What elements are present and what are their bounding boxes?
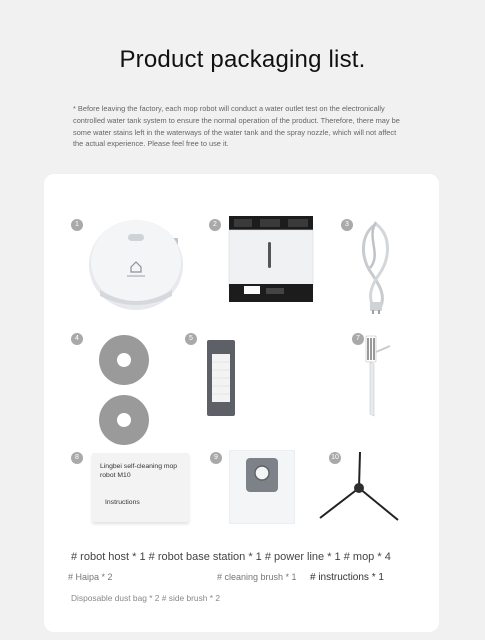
cleaning-brush-icon	[360, 332, 396, 418]
item-badge-7: 7	[352, 333, 364, 345]
item-badge-5: 5	[185, 333, 197, 345]
manual-title: Lingbei self-cleaning mop robot M10	[100, 463, 178, 479]
item-badge-10: 10	[329, 452, 341, 464]
item-badge-4: 4	[71, 333, 83, 345]
item-badge-2: 2	[209, 219, 221, 231]
item-badge-9: 9	[210, 452, 222, 464]
packing-list-haipa: # Haipa * 2	[68, 572, 113, 582]
power-cord-icon	[352, 218, 400, 314]
packing-list-line-3: Disposable dust bag * 2 # side brush * 2	[71, 593, 220, 603]
item-badge-1: 1	[71, 219, 83, 231]
base-station-icon	[226, 216, 318, 304]
manual-icon	[92, 453, 189, 522]
packing-list-instructions: # instructions * 1	[310, 572, 384, 583]
packing-list-line-1: # robot host * 1 # robot base station * 1 # power line * 1 # mop * 4	[71, 551, 391, 563]
item-badge-8: 8	[71, 452, 83, 464]
robot-host-icon	[84, 212, 189, 312]
manual-subtitle: Instructions	[105, 499, 140, 506]
dust-bag-icon	[229, 450, 295, 524]
filter-icon	[207, 340, 235, 416]
page-title: Product packaging list.	[119, 46, 366, 73]
side-brush-icon	[316, 450, 402, 526]
mop-pad-icon	[96, 334, 152, 449]
item-badge-3: 3	[341, 219, 353, 231]
packing-list-cleaning-brush: # cleaning brush * 1	[217, 572, 297, 582]
factory-test-notice: * Before leaving the factory, each mop robot will conduct a water outlet test on the electronically controlled water tank system to ensure the normal operation of the product. Therefore, there may be some water stains left in the waterways of the water tank and the spray nozzle, which will not affect the actual experience. Please feel free to use it.	[73, 104, 400, 149]
packaging-card	[44, 174, 439, 632]
